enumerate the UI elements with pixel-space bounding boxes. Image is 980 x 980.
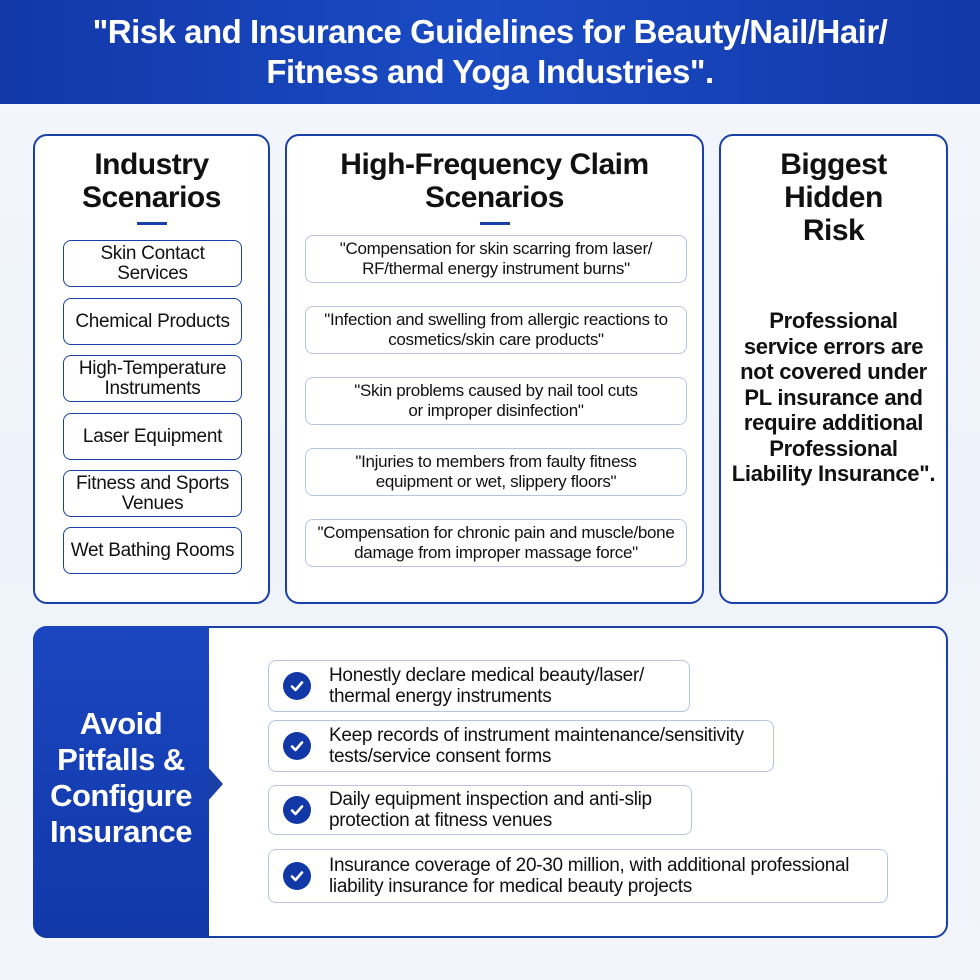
pitfall-item-text: Honestly declare medical beauty/laser/ thermal energy instruments (329, 665, 644, 707)
industry-item: Fitness and Sports Venues (63, 470, 242, 517)
check-circle-icon (283, 732, 311, 760)
industry-item: Chemical Products (63, 298, 242, 345)
claim-item: "Injuries to members from faulty fitness equipment or wet, slippery floors" (305, 448, 687, 496)
avoid-pitfalls-panel (33, 626, 948, 938)
title-divider (137, 222, 167, 225)
hidden-risk-title: Biggest Hidden Risk (780, 148, 887, 247)
industry-scenarios-title: Industry Scenarios (82, 148, 221, 214)
industry-item: Wet Bathing Rooms (63, 527, 242, 574)
arrow-pointer-icon (207, 766, 223, 802)
claim-item: "Skin problems caused by nail tool cuts or improper disinfection" (305, 377, 687, 425)
industry-item: Laser Equipment (63, 413, 242, 460)
check-circle-icon (283, 796, 311, 824)
check-circle-icon (283, 862, 311, 890)
pitfall-item (268, 849, 888, 903)
title-divider (480, 222, 510, 225)
avoid-pitfalls-label-block (33, 626, 209, 938)
check-circle-icon (283, 672, 311, 700)
industry-scenarios-card (33, 134, 270, 604)
claim-scenarios-card (285, 134, 704, 604)
industry-item: Skin Contact Services (63, 240, 242, 287)
claim-item: "Compensation for chronic pain and muscle/bone damage from improper massage force" (305, 519, 687, 567)
pitfall-item (268, 720, 774, 772)
pitfall-item-text: Insurance coverage of 20-30 million, with additional professional liability insurance for medical beauty projects (329, 855, 850, 897)
pitfall-item (268, 785, 692, 835)
claim-item: "Infection and swelling from allergic reactions to cosmetics/skin care products" (305, 306, 687, 354)
avoid-pitfalls-title: Avoid Pitfalls & Configure Insurance (50, 706, 192, 849)
industry-item: High-Temperature Instruments (63, 355, 242, 402)
hidden-risk-card (719, 134, 948, 604)
page-title: "Risk and Insurance Guidelines for Beauty/Nail/Hair/ Fitness and Yoga Industries". (92, 13, 888, 90)
page-header (0, 0, 980, 104)
claim-item: "Compensation for skin scarring from laser/ RF/thermal energy instrument burns" (305, 235, 687, 283)
pitfall-item-text: Daily equipment inspection and anti-slip protection at fitness venues (329, 789, 652, 831)
pitfall-item (268, 660, 690, 712)
hidden-risk-text: Professional service errors are not covered under PL insurance and require additional Professional Liability Insurance". (731, 308, 936, 486)
pitfall-item-text: Keep records of instrument maintenance/sensitivity tests/service consent forms (329, 725, 744, 767)
claim-scenarios-title: High-Frequency Claim Scenarios (340, 148, 649, 214)
